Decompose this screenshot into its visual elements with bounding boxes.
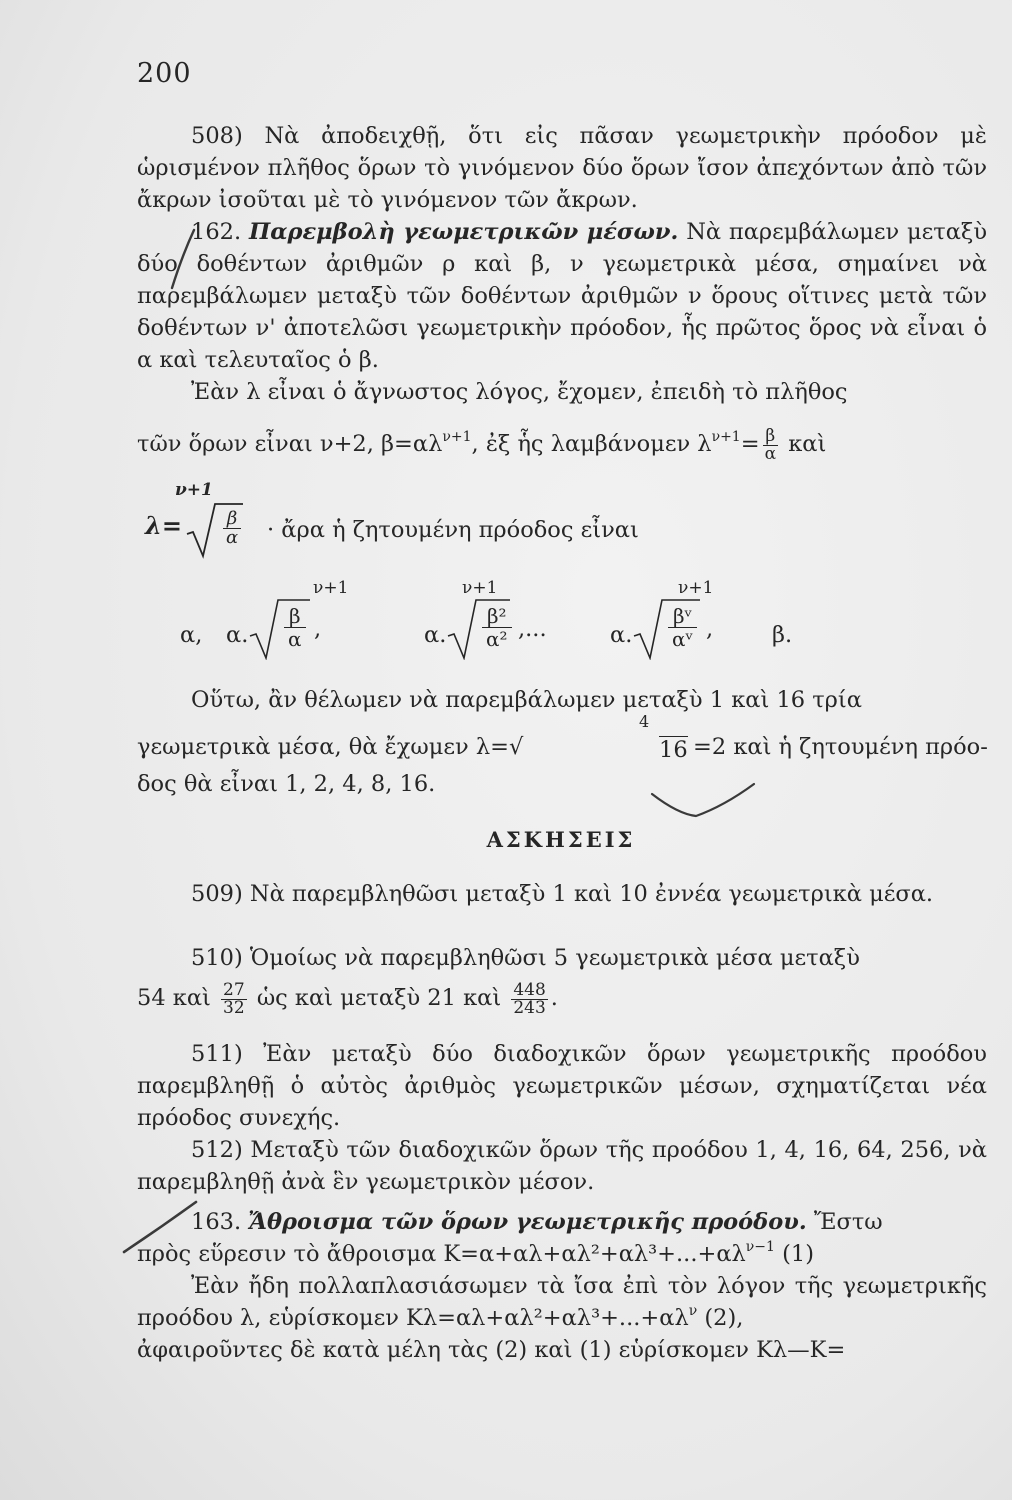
- term3-coef: α.: [610, 622, 633, 648]
- term2-den: α²: [482, 627, 512, 650]
- exercise-510-text-1: 54 καὶ: [137, 985, 211, 1011]
- section-163-line-2: [137, 1238, 987, 1270]
- progression-first-term: α,: [180, 622, 203, 648]
- exercise-508-text: 508) Νὰ ἀποδειχθῇ, ὅτι εἰς πᾶσαν γεωμετρικὴν πρόοδον μὲ ὡρισμένον πλῆθος ὅρων τὸ γινόμενον δύο ὅρων ἴσον ἀπεχόντων ἀπὸ τῶν ἄκρων ἰσοῦται μὲ τὸ γινόμενον τῶν ἄκρων.: [137, 123, 987, 213]
- exercise-509-text: 509) Νὰ παρεμβληθῶσι μεταξὺ 1 καὶ 10 ἐννέα γεωμετρικὰ μέσα.: [191, 881, 934, 907]
- example-line-3: δος θὰ εἶναι 1, 2, 4, 8, 16.: [137, 771, 436, 797]
- exercise-510-fraction-1-num: 27: [223, 979, 245, 1000]
- section-163-multiply-exp: ν: [688, 1302, 698, 1319]
- progression-row: [180, 572, 860, 672]
- progression-last-term: β.: [772, 622, 793, 648]
- ratio-fraction-den: α: [764, 443, 777, 464]
- ratio-fraction: [763, 425, 778, 464]
- ratio-fraction-num: β: [765, 425, 776, 446]
- lambda-fraction-num: β: [226, 508, 238, 529]
- ratio-line-text-1: τῶν ὅρων εἶναι ν+2, β=αλ: [137, 431, 443, 457]
- exercise-510-line-2: [137, 978, 987, 1018]
- section-163-eq-1-label: (1): [774, 1241, 814, 1267]
- ratio-line: [137, 424, 987, 464]
- term1-num: β: [288, 604, 301, 628]
- example-block-2: [137, 768, 987, 800]
- exercise-510: [137, 942, 987, 974]
- section-163-eq-2-label: (2),: [697, 1305, 744, 1331]
- section-163-number: 163.: [191, 1209, 242, 1235]
- exercise-512-text: 512) Μεταξὺ τῶν διαδοχικῶν ὅρων τῆς προόδου 1, 4, 16, 64, 256, νὰ παρεμβληθῇ ἀνὰ ἓν γεωμετρικὸν μέσον.: [137, 1137, 987, 1195]
- exercise-510-fraction-2: [511, 979, 547, 1018]
- exercise-510-line-1: 510) Ὁμοίως νὰ παρεμβληθῶσι 5 γεωμετρικὰ μέσα μεταξὺ: [191, 945, 860, 971]
- page-number: 200: [137, 58, 192, 89]
- section-163-line-1: [137, 1206, 987, 1238]
- example-radicand: 16: [659, 737, 688, 763]
- exercise-510-fraction-2-num: 448: [513, 979, 546, 1000]
- ratio-line-exp-1: ν+1: [442, 428, 472, 445]
- exercise-511-text: 511) Ἐὰν μεταξὺ δύο διαδοχικῶν ὅρων γεωμετρικῆς προόδου παρεμβληθῇ ὁ αὐτὸς ἀριθμὸς γεωμετρικῶν μέσων, σχηματίζεται νέα πρόοδος συνεχής.: [137, 1041, 987, 1131]
- section-162-body: Νὰ παρεμβάλωμεν μεταξὺ δύο δοθέντων ἀριθμῶν ρ καὶ β, ν γεωμετρικὰ μέσα, σημαίνει νὰ παρεμβάλωμεν μεταξὺ τῶν δοθέντων ἀριθμῶν ν ὅρους οἵτινες μετὰ τῶν δοθέντων ν' ἀποτελῶσι γεωμετρικὴν πρόοδον, ἧς πρῶτος ὅρος νὰ εἶναι ὁ α καὶ τελευταῖος ὁ β.: [137, 219, 988, 373]
- exercise-511: [137, 1038, 987, 1134]
- section-162-title: Παρεμβολὴ γεωμετρικῶν μέσων.: [248, 219, 679, 245]
- ratio-line-exp-2: ν+1: [711, 428, 741, 445]
- lambda-formula: [145, 480, 845, 560]
- section-163-sum-text: πρὸς εὕρεσιν τὸ ἄθροισμα Κ=α+αλ+αλ²+αλ³+...+αλ: [137, 1241, 746, 1267]
- term2-root-index: ν+1: [462, 578, 498, 598]
- section-162-paragraph-2a: Ἐὰν λ εἶναι ὁ ἄγνωστος λόγος, ἔχομεν, ἐπειδὴ τὸ πλῆθος: [191, 379, 848, 405]
- exercise-510-text-2: ὡς καὶ μεταξὺ 21 καὶ: [256, 985, 502, 1011]
- term1-comma: ,: [314, 616, 322, 642]
- term2-fraction: [482, 605, 512, 650]
- ratio-line-text-2: , ἐξ ἧς λαμβάνομεν λ: [471, 431, 712, 457]
- exercise-512: [137, 1134, 987, 1198]
- example-line-1: Οὕτω, ἂν θέλωμεν νὰ παρεμβάλωμεν μεταξὺ 1 καὶ 16 τρία: [191, 687, 862, 713]
- section-163-title: Ἄθροισμα τῶν ὅρων γεωμετρικῆς προόδου.: [248, 1209, 807, 1235]
- term2-dots: ,...: [518, 616, 547, 642]
- ratio-line-kai: καὶ: [788, 431, 827, 457]
- example-root-index: 4: [639, 712, 650, 731]
- lambda-fraction-den: α: [223, 528, 241, 547]
- section-163: [137, 1206, 987, 1366]
- exercise-510-fraction-1-den: 32: [223, 997, 245, 1018]
- term3-den: αᵛ: [668, 627, 697, 650]
- term2-coef: α.: [424, 622, 447, 648]
- section-163-sum-exp: ν−1: [745, 1238, 775, 1255]
- exercise-508: [137, 120, 987, 216]
- term3-fraction: [668, 605, 697, 650]
- term3-num: βᵛ: [672, 604, 692, 628]
- example-line-2-text-a: γεωμετρικὰ μέσα, θὰ ἔχωμεν λ=√: [137, 734, 524, 760]
- exercises-heading: ΑΣΚΗΣΕΙΣ: [486, 827, 636, 852]
- term1-root-index: ν+1: [313, 578, 349, 598]
- exercise-510-period: .: [550, 985, 558, 1011]
- exercise-510-fraction-1: [221, 979, 247, 1018]
- term2-num: β²: [486, 604, 507, 628]
- term1-fraction: [284, 605, 306, 650]
- lambda-after-text: · ἄρα ἡ ζητουμένη πρόοδος εἶναι: [267, 517, 639, 543]
- term1-coef: α.: [226, 622, 249, 648]
- section-163-line-4: ἀφαιροῦντες δὲ κατὰ μέλη τὰς (2) καὶ (1) εὑρίσκομεν Κλ—Κ=: [137, 1337, 846, 1363]
- exercise-510-fraction-2-den: 243: [513, 997, 546, 1018]
- lambda-lhs: λ=: [145, 511, 182, 540]
- section-162: [137, 216, 987, 408]
- section-163-line-3: [137, 1270, 987, 1334]
- term1-den: α: [284, 627, 306, 650]
- term3-comma: ,: [706, 616, 714, 642]
- section-162-number: 162.: [191, 219, 242, 245]
- section-163-multiply-text: Ἐὰν ἤδη πολλαπλασιάσωμεν τὰ ἴσα ἐπὶ τὸν λόγον τῆς γεωμετρικῆς προόδου λ, εὑρίσκομεν Κλ=αλ+αλ²+αλ³+...+αλ: [137, 1273, 987, 1331]
- lambda-fraction: [223, 510, 241, 547]
- example-line-2-text-c: =2 καὶ ἡ ζητουμένη πρόο-: [693, 734, 988, 760]
- exercise-509: [137, 878, 987, 910]
- section-163-estw: Ἔστω: [813, 1209, 883, 1235]
- ratio-line-equals: =: [740, 431, 760, 457]
- section-162-paragraph: [137, 216, 987, 376]
- lambda-root-index: ν+1: [175, 480, 213, 500]
- term3-root-index: ν+1: [678, 578, 714, 598]
